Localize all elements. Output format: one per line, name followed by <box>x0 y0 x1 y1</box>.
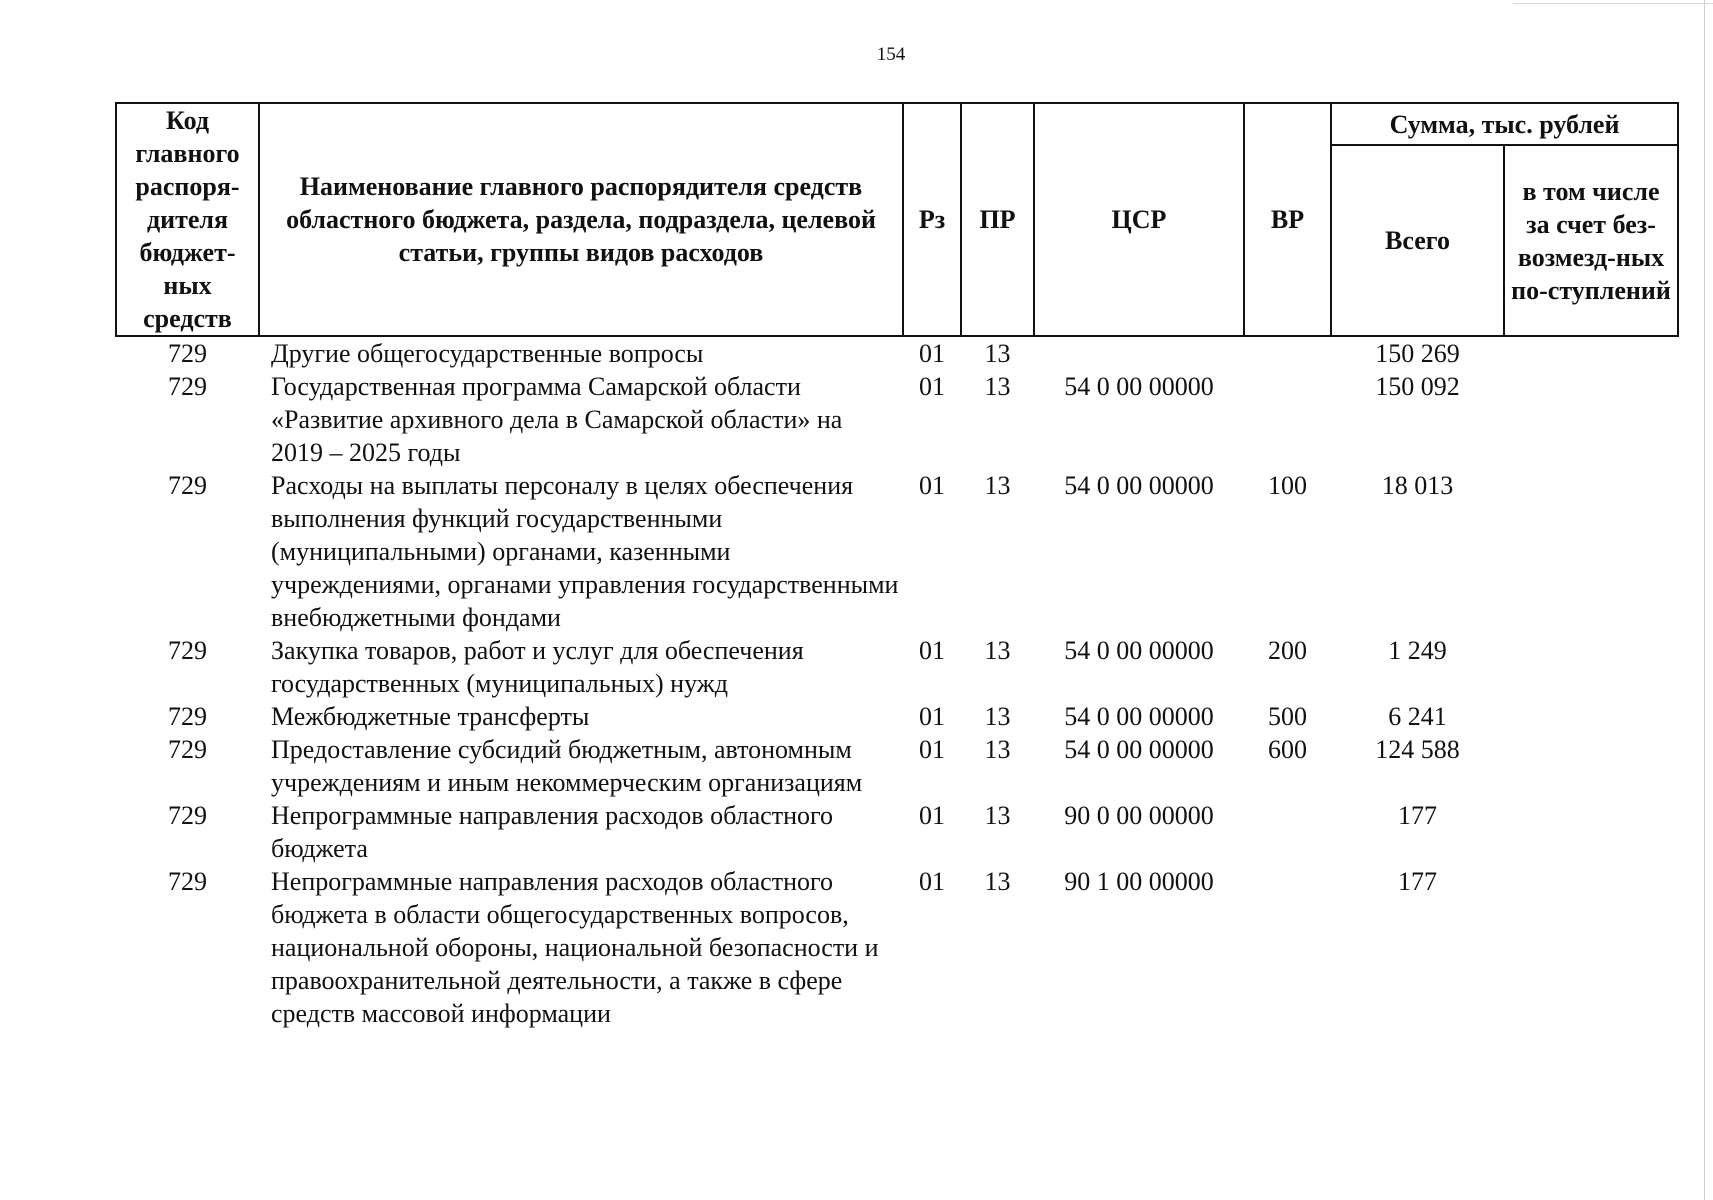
cell-free <box>1504 865 1678 1030</box>
cell-rz: 01 <box>919 801 945 830</box>
table-body <box>116 336 1678 1030</box>
cell-vr: 100 <box>1268 471 1307 500</box>
header-code: Код главного распоря-дителя бюджет-ных средств <box>116 103 259 336</box>
cell-pr: 13 <box>984 702 1011 731</box>
cell-total: 150 092 <box>1375 372 1460 401</box>
cell-name: Расходы на выплаты персоналу в целях обеспечения выполнения функций государственными (муниципальными) органами, казенными учреждениями, органами управления государственными внебюджетными фондами <box>271 471 899 632</box>
cell-free <box>1504 469 1678 634</box>
cell-vr: 600 <box>1268 735 1307 764</box>
cell-code: 729 <box>168 867 207 896</box>
cell-pr: 13 <box>984 735 1011 764</box>
cell-vr <box>1244 865 1331 1030</box>
header-sum: Сумма, тыс. рублей <box>1331 103 1678 145</box>
header-total: Всего <box>1331 145 1504 336</box>
table-header <box>116 103 1678 336</box>
page-number: 154 <box>876 44 906 65</box>
cell-pr: 13 <box>984 801 1011 830</box>
cell-vr: 500 <box>1268 702 1307 731</box>
header-free: в том числе за счет без-возмезд-ных по-ступлений <box>1504 145 1678 336</box>
cell-code: 729 <box>168 471 207 500</box>
cell-total: 177 <box>1398 867 1437 896</box>
cell-name: Государственная программа Самарской области «Развитие архивного дела в Самарской области» на 2019 – 2025 годы <box>271 372 843 467</box>
table-row <box>116 865 1678 1030</box>
cell-code: 729 <box>168 702 207 731</box>
cell-rz: 01 <box>919 471 945 500</box>
cell-csr: 54 0 00 00000 <box>1064 702 1214 731</box>
header-rz: Рз <box>903 103 961 336</box>
table-row <box>116 700 1678 733</box>
cell-csr <box>1034 336 1244 370</box>
cell-vr <box>1244 370 1331 469</box>
cell-rz: 01 <box>919 339 945 368</box>
cell-total: 150 269 <box>1375 339 1460 368</box>
cell-csr: 90 0 00 00000 <box>1064 801 1214 830</box>
cell-rz: 01 <box>919 702 945 731</box>
cell-total: 177 <box>1398 801 1437 830</box>
cell-total: 18 013 <box>1381 471 1454 500</box>
cell-name: Межбюджетные трансферты <box>271 702 590 731</box>
header-name: Наименование главного распорядителя средств областного бюджета, раздела, подраздела, целевой статьи, группы видов расходов <box>259 103 903 336</box>
cell-csr: 54 0 00 00000 <box>1064 636 1214 665</box>
budget-table <box>115 102 1679 1030</box>
scan-edge-right <box>1704 0 1705 1200</box>
cell-code: 729 <box>168 372 207 401</box>
cell-rz: 01 <box>919 735 945 764</box>
cell-csr: 54 0 00 00000 <box>1064 372 1214 401</box>
cell-vr: 200 <box>1268 636 1307 665</box>
cell-vr <box>1244 799 1331 865</box>
cell-rz: 01 <box>919 372 945 401</box>
cell-name: Предоставление субсидий бюджетным, автономным учреждениям и иным некоммерческим организациям <box>271 735 863 797</box>
cell-name: Непрограммные направления расходов областного бюджета <box>271 801 833 863</box>
cell-pr: 13 <box>984 867 1011 896</box>
table-row <box>116 336 1678 370</box>
cell-csr: 54 0 00 00000 <box>1064 735 1214 764</box>
cell-name: Другие общегосударственные вопросы <box>271 339 704 368</box>
cell-pr: 13 <box>984 636 1011 665</box>
header-csr: ЦСР <box>1034 103 1244 336</box>
table-row <box>116 799 1678 865</box>
cell-free <box>1504 733 1678 799</box>
table-row <box>116 634 1678 700</box>
cell-total: 6 241 <box>1388 702 1447 731</box>
cell-free <box>1504 700 1678 733</box>
cell-name: Непрограммные направления расходов областного бюджета в области общегосударственных вопросов, национальной обороны, национальной безопасности и правоохранительной деятельности, а также в сфере средств массовой информации <box>271 867 879 1028</box>
cell-code: 729 <box>168 735 207 764</box>
cell-code: 729 <box>168 801 207 830</box>
table-row <box>116 733 1678 799</box>
cell-vr <box>1244 336 1331 370</box>
cell-total: 1 249 <box>1388 636 1447 665</box>
table-row <box>116 469 1678 634</box>
cell-free <box>1504 370 1678 469</box>
cell-rz: 01 <box>919 867 945 896</box>
cell-pr: 13 <box>984 372 1011 401</box>
cell-csr: 90 1 00 00000 <box>1064 867 1214 896</box>
cell-pr: 13 <box>984 339 1011 368</box>
cell-name: Закупка товаров, работ и услуг для обеспечения государственных (муниципальных) нужд <box>271 636 804 698</box>
cell-free <box>1504 336 1678 370</box>
header-vr: ВР <box>1244 103 1331 336</box>
cell-pr: 13 <box>984 471 1011 500</box>
scan-edge-top <box>1513 3 1713 4</box>
cell-code: 729 <box>168 339 207 368</box>
cell-free <box>1504 799 1678 865</box>
cell-csr: 54 0 00 00000 <box>1064 471 1214 500</box>
cell-code: 729 <box>168 636 207 665</box>
table-row <box>116 370 1678 469</box>
cell-free <box>1504 634 1678 700</box>
cell-total: 124 588 <box>1375 735 1460 764</box>
cell-rz: 01 <box>919 636 945 665</box>
header-pr: ПР <box>961 103 1034 336</box>
